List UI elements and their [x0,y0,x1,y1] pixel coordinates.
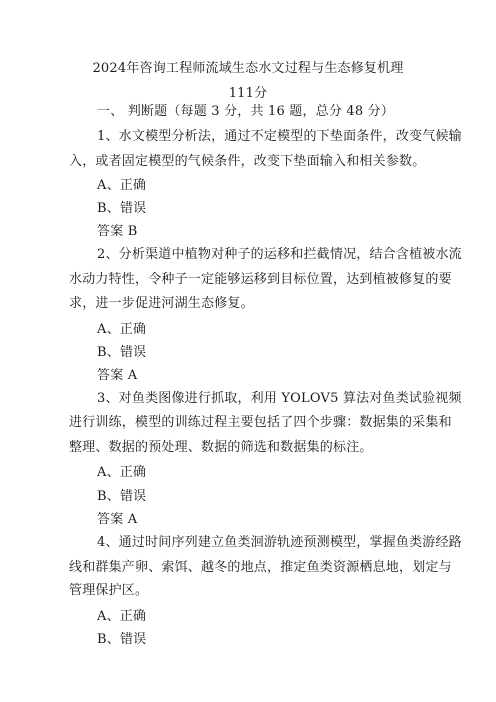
question-4-line-2: 线和群集产卵、索饵、越冬的地点，推定鱼类资源栖息地，划定与 [69,560,452,575]
question-3-line-1: 3、对鱼类图像进行抓取，利用 YOLOV5 算法对鱼类试验视频 [97,391,462,406]
question-3-line-2: 进行训练，模型的训练过程主要包括了四个步骤：数据集的采集和 [69,415,452,430]
question-1-line-1: 1、水文模型分析法，通过不定模型的下垫面条件，改变气候输 [97,129,462,144]
section-heading: 一、 判断题（每题 3 分，共 16 题，总分 48 分） [97,104,395,119]
question-2-option-b: B、错误 [97,345,147,360]
question-2-option-a: A、正确 [97,322,147,337]
question-4-line-1: 4、通过时间序列建立鱼类洄游轨迹预测模型，掌握鱼类游经路 [97,535,462,550]
document-score: 111分 [228,86,268,101]
question-1-option-b: B、错误 [97,201,147,216]
question-4-line-3: 管理保护区。 [69,583,149,598]
question-3-option-b: B、错误 [97,489,147,504]
document-title: 2024年咨询工程师流域生态水文过程与生态修复机理 [92,61,404,76]
question-1-line-2: 入，或者固定模型的气候条件，改变下垫面输入和相关参数。 [69,154,426,169]
question-1-answer: 答案 B [97,224,138,239]
question-3-answer: 答案 A [97,512,138,527]
question-1-option-a: A、正确 [97,178,147,193]
question-4-option-a: A、正确 [97,609,147,624]
question-2-line-1: 2、分析渠道中植物对种子的运移和拦截情况，结合含植被水流 [97,247,462,262]
question-3-line-3: 整理、数据的预处理、数据的筛选和数据集的标注。 [69,440,373,455]
question-2-answer: 答案 A [97,368,138,383]
question-2-line-2: 水动力特性，令种子一定能够运移到目标位置，达到植被修复的要 [69,272,452,287]
question-2-line-3: 求，进一步促进河湖生态修复。 [69,296,254,311]
question-4-option-b: B、错误 [97,632,147,647]
question-3-option-a: A、正确 [97,465,147,480]
